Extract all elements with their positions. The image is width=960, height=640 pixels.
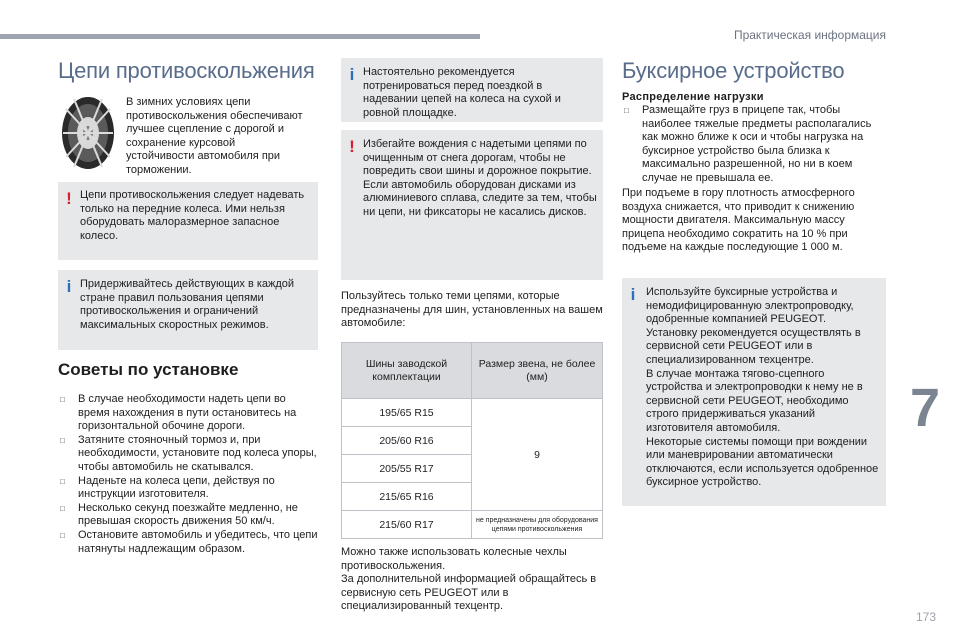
page-number: 173	[915, 610, 936, 624]
tip-item: □ Остановите автомобиль и убедитесь, что цепи натянуты надлежащим образом.	[58, 529, 320, 556]
tip-item: □ Затяните стояночный тормоз и, при необходимости, установите под колеса упоры, чтобы автомобиль не скатывался.	[58, 434, 320, 475]
tip-item: □ Наденьте на колеса цепи, действуя по инструкции изготовителя.	[58, 475, 320, 502]
header-rule	[0, 34, 480, 39]
table-header-tyres: Шины заводской комплектации	[342, 343, 472, 399]
warning-box-front-wheels	[58, 182, 318, 260]
info-box-towing	[622, 278, 886, 506]
info-icon: i	[66, 277, 72, 296]
tip-item: □ В случае необходимости надеть цепи во время нахождения в пути остановитесь на горизонтальной обочине дороги.	[58, 393, 320, 434]
table-cell-tyre: 215/65 R16	[342, 483, 472, 511]
installation-tips-list	[58, 393, 320, 556]
tip-item: □ Несколько секунд поезжайте медленно, не превышая скорость движения 50 км/ч.	[58, 502, 320, 529]
chains-footer-text: Можно также использовать колесные чехлы противоскольжения. За дополнительной информацией обращайтесь в сервисную сеть PEUGEOT или в специализированный техцентр.	[341, 546, 597, 613]
info-text: Используйте буксирные устройства и немодифицированную электропроводку, одобренные компанией PEUGEOT. Установку рекомендуется осуществлять в сервисной сети PEUGEOT или в специализированном техцентре. В случае монтажа тягово-сцепного устройства и электропроводки к нему не в сервисной сети PEUGEOT, необходимо строго придерживаться указаний изготовителя автомобиля. Некоторые системы помощи при вождении или маневрировании автоматически отключаются, если используется одобренное буксирное устройство.	[646, 286, 879, 489]
warning-icon: !	[349, 137, 355, 156]
info-icon: i	[630, 285, 636, 304]
table-cell-tyre: 205/60 R16	[342, 427, 472, 455]
load-distribution-heading: Распределение нагрузки	[622, 91, 764, 103]
snow-chains-intro: В зимних условиях цепи противоскольжения обеспечивают лучшее сцепление с дорогой и сохранение курсовой устойчивости автомобиля при торможении.	[126, 96, 303, 176]
info-text: Настоятельно рекомендуется потренироваться перед поездкой в надевании цепей на колеса на сухой и ровной площадке.	[363, 66, 561, 119]
info-text: Придерживайтесь действующих в каждой стране правил пользования цепями противоскольжения и ограничений максимальных скоростных режимов.	[80, 278, 295, 331]
load-distribution-bullet	[622, 104, 886, 186]
chains-table-intro: Пользуйтесь только теми цепями, которые предназначены для шин, установленных на вашем автомобиле:	[341, 290, 603, 330]
info-box-regulations	[58, 270, 318, 350]
info-box-practice	[341, 58, 603, 122]
table-cell-tyre: 205/55 R17	[342, 455, 472, 483]
info-icon: i	[349, 65, 355, 84]
table-cell-link-size: 9	[472, 399, 603, 511]
section-header: Практическая информация	[733, 28, 886, 42]
snow-chains-title: Цепи противоскольжения	[58, 58, 315, 83]
installation-tips-heading: Советы по установке	[58, 360, 239, 379]
table-cell-tyre: 195/65 R15	[342, 399, 472, 427]
chains-size-table	[341, 342, 603, 539]
warning-text: Избегайте вождения с надетыми цепями по очищенным от снега дорогам, чтобы не повредить свои шины и дорожное покрытие. Если автомобиль оборудован дисками из алюминиевого сплава, следите за тем, чтобы ни цепи, ни фиксаторы не касались дисков.	[363, 138, 597, 218]
warning-box-cleared-roads	[341, 130, 603, 280]
warning-text: Цепи противоскольжения следует надевать только на передние колеса. Ими нельзя оборудовать малоразмерное запасное колесо.	[80, 189, 305, 242]
altitude-text: При подъеме в гору плотность атмосферного воздуха снижается, что приводит к снижению мощности двигателя. Максимальную массу прицепа необходимо сократить на 10 % при подъеме на каждые последующие 1 000 м.	[622, 187, 855, 254]
chapter-tab: 7	[909, 378, 941, 438]
table-cell-tyre: 215/60 R17	[342, 511, 472, 539]
warning-icon: !	[66, 189, 72, 208]
towing-title: Буксирное устройство	[622, 58, 845, 83]
snow-chain-tyre-icon	[60, 95, 116, 171]
table-header-link-size: Размер звена, не более (мм)	[472, 343, 603, 399]
load-bullet-item: □ Размещайте груз в прицепе так, чтобы наиболее тяжелые предметы располагались как можно ближе к оси и чтобы нагрузка на буксирное устройство была близка к максимально разрешенной, но ни в коем случае не превышала ее.	[622, 104, 886, 186]
table-cell-note: не предназначены для оборудования цепями противоскольжения	[472, 511, 603, 539]
